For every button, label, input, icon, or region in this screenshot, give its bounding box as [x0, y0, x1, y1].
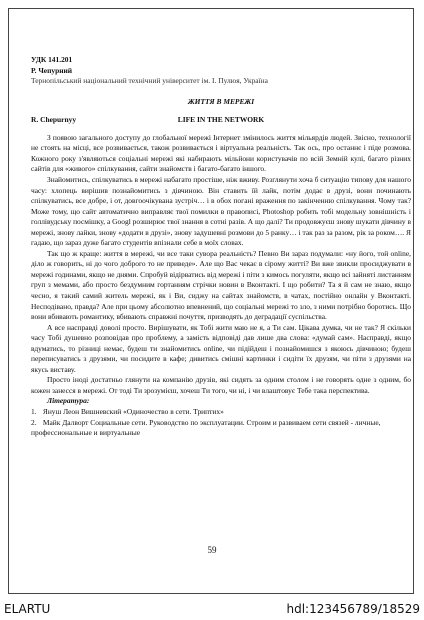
literature-text: Майк Далворт Социальные сети. Руководство по эксплуатации. Строим и развиваем сети связей - личные, профессиональные и виртуальные: [31, 417, 381, 438]
paragraph-1: З появою загального доступу до глобальної мережі Інтернет змінилось життя мільярдів людей. Звісно, технології не стоять на місці, все розвивається, також розвивається і віртуальна реальність. Так ось, про останнє і піде розмова. Кожного року з'являються соціальні мережі які набирають мільйони користувачів по всій Земній кулі, багато різних сайтів для «живого» спілкування, сайти знайомств і багато-багато іншого.: [31, 132, 411, 174]
footer-repository: ELARTU: [4, 602, 51, 616]
title-en: LIFE IN THE NETWORK: [177, 115, 265, 125]
author-en: R. Chepurnyy: [31, 115, 77, 125]
literature-number: 2.: [31, 417, 37, 427]
footer-handle: hdl:123456789/18529: [286, 602, 420, 616]
paragraph-4: А все насправді доволі просто. Вирішувати, як Тобі жити маю не я, а Ти сам. Цікава думка, чи не так? Я скільки часу Тобі душевно розповідав про проблему, а замість відповіді дав лише два слова: «думай сам». Насправді, якщо вдуматись, то різниці немає, будеш ти знайомитись online, чи підійдеш і познайомишся з якоюсь дівчиною; будеш переписуватись з друзями, чи посидите в кафе; дивитись смішні картинки і сидіти їх друзям, чи піти з друзями на якусь виставу.: [31, 322, 411, 374]
title-ua: ЖИТТЯ В МЕРЕЖІ: [187, 96, 255, 106]
literature-text: Януш Леон Вишневский «Одиночество в сети. Триптих»: [42, 407, 224, 416]
literature-item: [31, 407, 411, 418]
paragraph-5: Просто іноді достатньо глянути на компанію друзів, які сидять за одним столом і не говорять одне з одним, бо кожен занесся в мережі. От тоді Ти зрозумієш, хочеш Ти того, чи ні, і чи влаштовує Тебе така перспектива.: [31, 375, 411, 395]
paragraph-2: Знайомитись, спілкуватись в мережі набагато простіше, ніж вживу. Розглянути хоча б ситуацію типову для нашого часу: хлопець вирішив познайомитись з дівчиною. Він ставить їй лайк, потім додає в друзі, вони починають спілкуватись, все добре, і от, довгоочікувана зустріч… і в обох погані враження по закінченню спілкування. Чому так? Може тому, що сайт автоматично виправляє твої помилки в правописі, Photoshop робить тобі модельну зовнішність і голлівудську посмішку, а Googl розширює твої знання в сотні разів. А що далі? Ти продовжуєш знову шукати дівчину в мережі, знову лайки, знову «додати в друзі», знову задушевні розмови до 5 ранку… і так раз за разом, рік за роком…. Я гадаю, що зараз дуже багато студентів впізнали себе в моїх словах.: [31, 174, 411, 248]
page-content: [31, 55, 411, 439]
document-page: [8, 8, 414, 594]
udc-code: УДК 141.201: [31, 55, 73, 64]
literature-heading: Література:: [47, 396, 90, 406]
footer-bar: [0, 600, 424, 620]
affiliation: Тернопільський національний технічний університет ім. І. Пулюя, Україна: [31, 76, 268, 86]
paragraph-3: Так що ж краще: життя в мережі, чи все таки сувора реальність? Певно Ви зараз подумали: «ну його, той online, діло ж говорить, ні до чого доброго то не приведе». Але що Вас чекає в сірому житті? Ви вже звикли просиджувати в мережі годинами, якщо не днями. Спробуй відірватись від мережі і піти з кимось погуляти, якщо всі зайняті листанням груп з мемами, або просто бездумним гортанням стрічки новин в Вконтакті. І що робити? Та я й сам не знаю, якщо чесно, я такий самий житель мережі, як і Ви, сиджу на сайтах знайомств, в чатах, постійно онлайн у Вконтакті. Несподівано, правда? Але при цьому абсолютно впевнений, що соціальні мережі то зло, з ними потрібно боротись. Що вони вбивають романтику, вбивають справжні почуття, призводять до деградації суспільства.: [31, 248, 411, 322]
literature-item: [31, 418, 411, 439]
page-number: 59: [207, 545, 217, 555]
literature-number: 1.: [31, 407, 37, 416]
author-ua: Р. Чепурний: [31, 65, 73, 75]
